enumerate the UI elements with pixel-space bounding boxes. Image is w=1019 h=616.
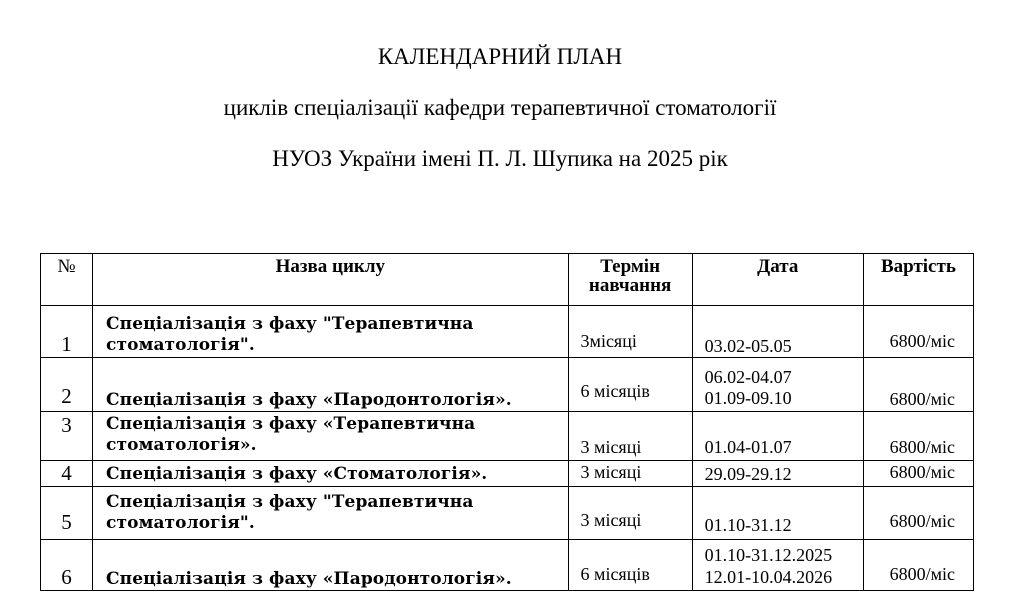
cycle-date: 01.10-31.12 <box>704 515 792 535</box>
row-number: 5 <box>61 510 72 534</box>
header-number: № <box>41 254 93 306</box>
document-subtitle-institution: НУОЗ України імені П. Л. Шупика на 2025 рік <box>272 146 728 171</box>
table-header-row <box>41 254 974 306</box>
header-term-line2: навчання <box>588 275 672 296</box>
cycle-term: 3 місяці <box>580 462 642 482</box>
cycle-date-line1: 01.10-31.12.2025 <box>704 545 833 565</box>
cycle-name-line2: стоматологія". <box>106 513 255 533</box>
cycle-name-line2: стоматологія». <box>106 435 257 455</box>
cycle-cost: 6800/міс <box>889 511 955 531</box>
cycle-name-line1: Спеціалізація з фаху «Пародонтологія». <box>106 569 512 589</box>
calendar-plan-table <box>40 253 974 591</box>
cycle-date: 01.04-01.07 <box>704 437 792 457</box>
document-title: КАЛЕНДАРНИЙ ПЛАН <box>377 44 623 69</box>
cycle-name-line1: Спеціалізація з фаху «Пародонтологія». <box>106 390 512 410</box>
cycle-term: 6 місяців <box>580 564 650 584</box>
table-row <box>41 358 974 412</box>
header-term-line1: Термін <box>600 256 661 277</box>
cycle-cost: 6800/міс <box>889 331 955 351</box>
header-cost: Вартість <box>863 254 973 306</box>
cycle-term: 6 місяців <box>580 381 650 401</box>
header-date: Дата <box>692 254 863 306</box>
header-cycle-name: Назва циклу <box>93 254 569 306</box>
cycle-name-line1: Спеціалізація з фаху "Терапевтична <box>106 314 474 334</box>
row-number: 2 <box>61 384 72 408</box>
row-number: 4 <box>61 461 72 485</box>
cycle-term: 3місяці <box>580 331 637 351</box>
table-row <box>41 540 974 591</box>
row-number: 3 <box>61 413 72 437</box>
table-row <box>41 461 974 487</box>
cycle-name-line1: Спеціалізація з фаху «Терапевтична <box>106 414 476 434</box>
row-number: 1 <box>61 332 72 356</box>
table-row <box>41 412 974 461</box>
cycle-date-line2: 01.09-09.10 <box>704 388 792 408</box>
cycle-cost: 6800/міс <box>889 462 955 482</box>
cycle-cost: 6800/міс <box>889 389 955 409</box>
table-row <box>41 306 974 358</box>
document-subtitle: циклів спеціалізації кафедри терапевтичної стоматології <box>223 95 777 120</box>
cycle-term: 3 місяці <box>580 510 642 530</box>
cycle-date: 29.09-29.12 <box>704 464 792 484</box>
cycle-name-line2: стоматологія". <box>106 335 255 355</box>
cycle-date: 03.02-05.05 <box>704 336 792 356</box>
cycle-term: 3 місяці <box>580 437 642 457</box>
header-term <box>568 254 692 306</box>
cycle-cost: 6800/міс <box>889 564 955 584</box>
cycle-name-line1: Спеціалізація з фаху «Стоматологія». <box>106 464 488 484</box>
table-row <box>41 487 974 540</box>
cycle-name-line1: Спеціалізація з фаху "Терапевтична <box>106 492 474 512</box>
cycle-date-line2: 12.01-10.04.2026 <box>704 567 833 587</box>
row-number: 6 <box>61 565 72 589</box>
cycle-date-line1: 06.02-04.07 <box>704 367 792 387</box>
cycle-cost: 6800/міс <box>889 437 955 457</box>
